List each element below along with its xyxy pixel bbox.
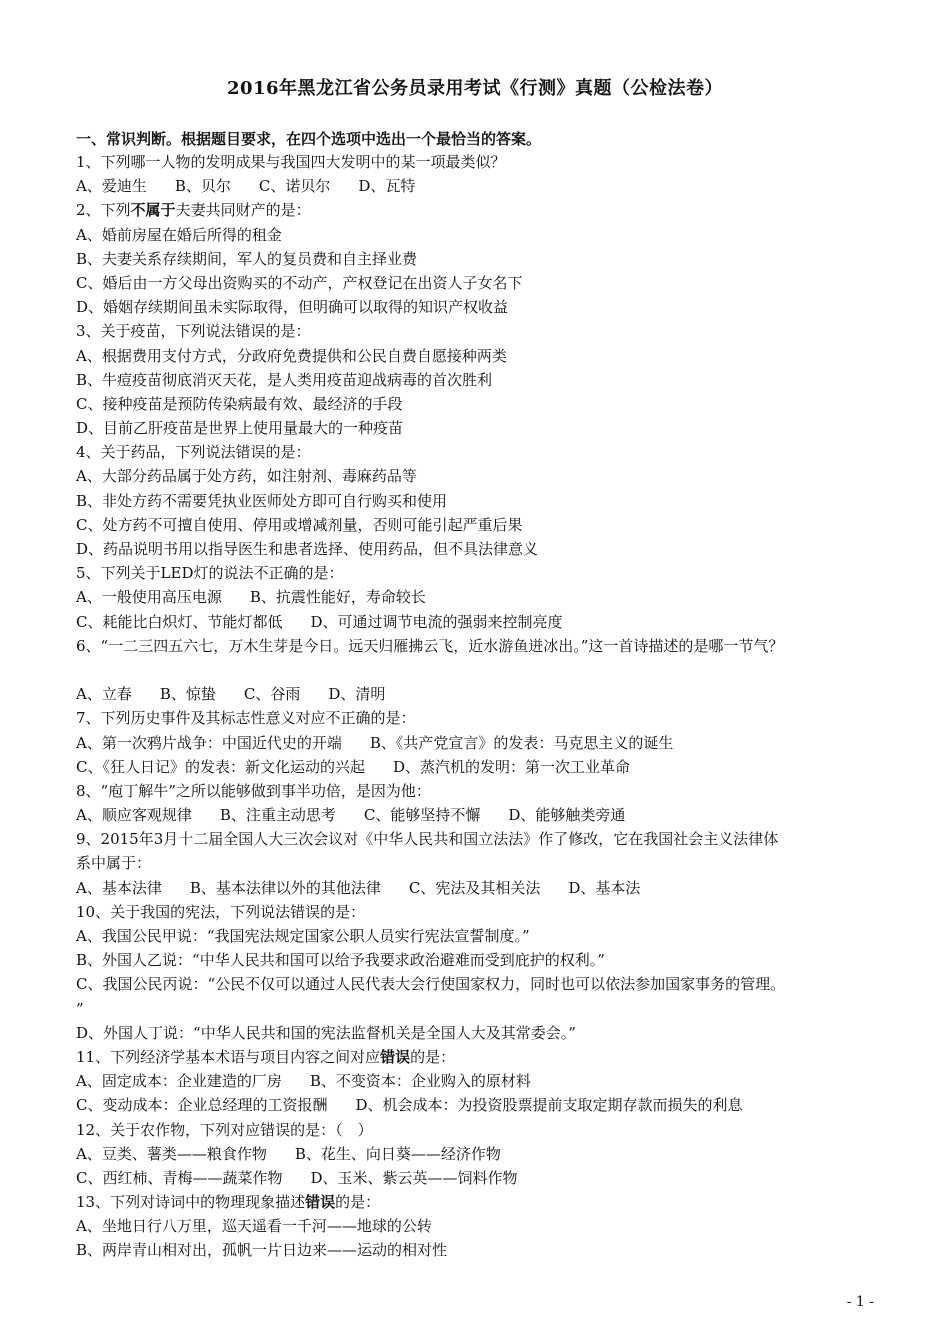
question-3-option-c: C、接种疫苗是预防传染病最有效、最经济的手段 — [76, 394, 403, 413]
question-5-options-row-1 — [76, 585, 896, 609]
stem-text: 13、下列对诗词中的物理现象描述 — [76, 1193, 306, 1212]
option-c: C、能够坚持不懈 — [363, 806, 481, 825]
option-a: A、固定成本：企业建造的厂房 — [76, 1072, 282, 1091]
option-b: B、基本法律以外的其他法律 — [189, 878, 381, 897]
option-b: B、惊蛰 — [159, 685, 216, 704]
document-title: 2016年黑龙江省公务员录用考试《行测》真题（公检法卷） — [226, 78, 724, 99]
question-1-options — [76, 174, 896, 198]
option-b: B、不变资本：企业购入的原材料 — [309, 1072, 531, 1091]
stem-text: 夫妻共同财产的是： — [175, 201, 311, 220]
question-2-option-a: A、婚前房屋在婚后所得的租金 — [76, 225, 282, 244]
option-a: A、一般使用高压电源 — [76, 588, 222, 607]
question-7-options-row-2 — [76, 755, 896, 779]
section-heading: 一、常识判断。根据题目要求，在四个选项中选出一个最恰当的答案。 — [76, 130, 542, 148]
blank-line — [76, 658, 896, 682]
question-11-options-row-1 — [76, 1069, 896, 1093]
question-8-stem: 8、“庖丁解牛”之所以能够做到事半功倍，是因为他： — [76, 781, 431, 800]
emphasis-text: 错误 — [305, 1193, 336, 1212]
option-c: C、《狂人日记》的发表：新文化运动的兴起 — [76, 757, 365, 776]
question-10-option-d: D、外国人丁说：“中华人民共和国的宪法监督机关是全国人大及其常委会。” — [76, 1023, 576, 1042]
question-2-option-d: D、婚姻存续期间虽未实际取得，但明确可以取得的知识产权收益 — [76, 298, 509, 317]
stem-text: 11、下列经济学基本术语与项目内容之间对应 — [76, 1047, 381, 1066]
question-10-option-c: C、我国公民丙说：“公民不仅可以通过人民代表大会行使国家权力，同时也可以依法参加国家事务的管理。 — [76, 975, 786, 994]
option-a: A、立春 — [76, 685, 132, 704]
question-9-stem-continued: 系中属于： — [76, 854, 152, 873]
stem-text: 的是： — [335, 1193, 381, 1212]
question-12-options-row-2 — [76, 1166, 896, 1190]
question-12-options-row-1 — [76, 1142, 896, 1166]
option-d: D、玉米、紫云英——饲料作物 — [310, 1168, 518, 1187]
question-4-option-d: D、药品说明书用以指导医生和患者选择、使用药品，但不具法律意义 — [76, 540, 539, 558]
option-c: C、宪法及其相关法 — [408, 878, 541, 897]
question-13-option-b: B、两岸青山相对出，孤帆一片日边来——运动的相对性 — [76, 1241, 448, 1260]
question-7-options-row-1 — [76, 731, 896, 755]
emphasis-text: 错误 — [380, 1047, 411, 1066]
question-list — [76, 150, 896, 1263]
question-4-stem: 4、关于药品，下列说法错误的是： — [76, 443, 311, 462]
option-b: B、抗震性能好，寿命较长 — [249, 588, 426, 607]
option-b: B、贝尔 — [174, 177, 231, 196]
question-10-option-c-continued: ” — [76, 999, 84, 1018]
option-c: C、耗能比白炽灯、节能灯都低 — [76, 612, 283, 631]
option-a: A、基本法律 — [76, 878, 162, 897]
emphasis-text: 不属于 — [130, 201, 176, 220]
option-c: C、谷雨 — [243, 685, 301, 704]
question-2-option-c: C、婚后由一方父母出资购买的不动产，产权登记在出资人子女名下 — [76, 273, 523, 292]
option-d: D、瓦特 — [358, 177, 416, 196]
page-number: - 1 - — [846, 1294, 874, 1310]
question-3-option-a: A、根据费用支付方式，分政府免费提供和公民自费自愿接种两类 — [76, 346, 507, 365]
question-6-stem: 6、“一二三四五六七，万木生芽是今日。远天归雁拂云飞，近水游鱼迸冰出。”这一首诗描述的是哪一节气？ — [76, 636, 784, 655]
question-3-option-d: D、目前乙肝疫苗是世界上使用量最大的一种疫苗 — [76, 419, 404, 438]
question-4-option-b: B、非处方药不需要凭执业医师处方即可自行购买和使用 — [76, 491, 448, 510]
question-2-stem — [76, 198, 896, 222]
question-4-option-a: A、大部分药品属于处方药，如注射剂、毒麻药品等 — [76, 467, 417, 486]
option-a: A、第一次鸦片战争：中国近代史的开端 — [76, 733, 342, 752]
question-11-stem — [76, 1045, 896, 1069]
question-3-option-b: B、牛痘疫苗彻底消灭天花，是人类用疫苗迎战病毒的首次胜利 — [76, 370, 493, 389]
option-c: C、诺贝尔 — [258, 177, 331, 196]
question-3-stem: 3、关于疫苗，下列说法错误的是： — [76, 322, 311, 341]
option-b: B、注重主动思考 — [219, 806, 336, 825]
option-b: B、花生、向日葵——经济作物 — [294, 1144, 501, 1163]
question-6-options — [76, 682, 896, 706]
option-d: D、基本法 — [568, 878, 641, 897]
option-c: C、变动成本：企业总经理的工资报酬 — [76, 1096, 328, 1115]
option-d: D、蒸汽机的发明：第一次工业革命 — [392, 757, 631, 776]
option-d: D、机会成本：为投资股票提前支取定期存款而损失的利息 — [355, 1096, 743, 1115]
question-2-option-b: B、夫妻关系存续期间，军人的复员费和自主择业费 — [76, 249, 418, 268]
question-10-stem: 10、关于我国的宪法，下列说法错误的是： — [76, 902, 366, 921]
question-9-options — [76, 876, 896, 900]
option-c: C、西红柿、青梅——蔬菜作物 — [76, 1168, 283, 1187]
question-7-stem: 7、下列历史事件及其标志性意义对应不正确的是： — [76, 709, 416, 728]
question-5-options-row-2 — [76, 610, 896, 634]
question-9-stem: 9、2015年3月十二届全国人大三次会议对《中华人民共和国立法法》作了修改，它在我国社会主义法律体 — [76, 830, 779, 849]
question-13-option-a: A、坐地日行八万里，巡天遥看一千河——地球的公转 — [76, 1217, 432, 1236]
option-d: D、能够触类旁通 — [508, 806, 626, 825]
stem-text: 2、下列 — [76, 201, 131, 220]
option-b: B、《共产党宣言》的发表：马克思主义的诞生 — [369, 733, 674, 752]
option-a: A、爱迪生 — [76, 177, 147, 196]
option-d: D、清明 — [328, 685, 386, 704]
option-d: D、可通过调节电流的强弱来控制亮度 — [310, 612, 563, 631]
question-1-stem: 1、下列哪一人物的发明成果与我国四大发明中的某一项最类似？ — [76, 153, 506, 171]
option-a: A、豆类、薯类——粮食作物 — [76, 1144, 267, 1163]
question-4-option-c: C、处方药不可擅自使用、停用或增减剂量，否则可能引起严重后果 — [76, 515, 523, 534]
question-10-option-b: B、外国人乙说：“中华人民共和国可以给予我要求政治避难而受到庇护的权利。” — [76, 951, 605, 970]
option-a: A、顺应客观规律 — [76, 806, 192, 825]
question-8-options — [76, 803, 896, 827]
question-12-stem: 12、关于农作物，下列对应错误的是：（ ） — [76, 1120, 373, 1139]
question-11-options-row-2 — [76, 1093, 896, 1117]
stem-text: 的是： — [410, 1047, 456, 1066]
question-5-stem: 5、下列关于LED灯的说法不正确的是： — [76, 564, 344, 583]
question-13-stem — [76, 1190, 896, 1214]
question-10-option-a: A、我国公民甲说：“我国宪法规定国家公职人员实行宪法宣誓制度。” — [76, 927, 530, 945]
